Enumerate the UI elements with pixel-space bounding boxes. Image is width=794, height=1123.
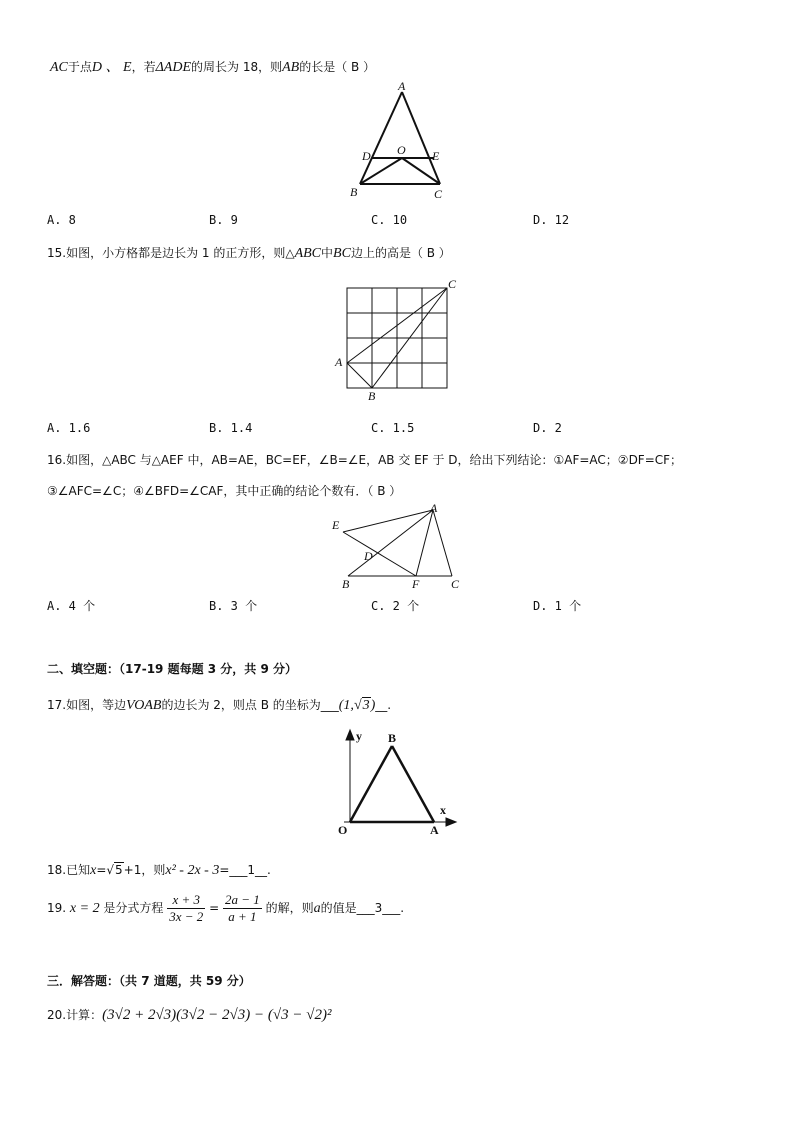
q19-fraction-left [167, 892, 205, 925]
q16-side-ac [433, 510, 452, 576]
q16-label-d: D [364, 549, 373, 563]
q14-label-d: D [362, 149, 371, 163]
q14-text [50, 56, 375, 76]
q16-label-b: B [342, 577, 350, 591]
q19-mid: 是分式方程 [103, 901, 164, 915]
q19-tail: 的值是___3___. [320, 901, 405, 915]
q16-label-f: F [412, 577, 420, 591]
q17-side-ob [350, 746, 392, 822]
q17-triangle: VOAB [126, 698, 162, 713]
q15-label-c: C [448, 277, 457, 291]
q19-fraction-right-den: a + 1 [228, 909, 257, 924]
section3-heading [47, 972, 251, 989]
q18-tail: =___1__. [219, 863, 271, 877]
q16-option-b: B. 3 个 [209, 599, 258, 613]
q17-figure [330, 726, 464, 838]
q16-side-af [416, 510, 433, 576]
q14-label-b: B [350, 185, 358, 199]
q17-side-ab [392, 746, 434, 822]
q15-option-b: B. 1.4 [209, 421, 253, 435]
q19-condition: x = 2 [69, 901, 100, 916]
q14-option-d: D. 12 [533, 213, 570, 227]
q20-text [47, 1006, 331, 1024]
q15-side-ab [347, 363, 372, 388]
q15-segment: BC [333, 246, 351, 261]
q17-label-o: O [338, 823, 348, 837]
q20-pre: 20.计算： [47, 1008, 103, 1022]
q16-label-c: C [451, 577, 460, 591]
q15-option-c: C. 1.5 [371, 421, 415, 435]
q14-option-a: A. 8 [47, 213, 76, 227]
q18-plus: +1，则 [123, 863, 166, 877]
q17-answer-radicand: 3 [362, 698, 370, 713]
q15-mid: 中 [321, 246, 334, 260]
q16-text-line2: ③∠AFC=∠C；④∠BFD=∠CAF，其中正确的结论个数有．（ B ） [47, 484, 402, 498]
q14-tail: 的长是（ B ） [299, 60, 376, 74]
q19-var: a [313, 901, 321, 916]
q16-figure [328, 502, 468, 592]
q17-text: 17.如图，等边VOAB的边长为 2，则点 B 的坐标为___(1,√3)__. [47, 698, 392, 713]
q15-pre: 15.如图，小方格都是边长为 1 的正方形，则△ [47, 246, 295, 260]
q19-pre: 19. [47, 901, 67, 915]
q15-label-a: A [335, 355, 343, 369]
q18-radicand: 5 [115, 863, 123, 877]
q18-pre: 18.已知 [47, 863, 91, 877]
q16-option-a: A. 4 个 [47, 599, 96, 613]
q19-fraction-left-den: 3x − 2 [169, 909, 204, 924]
q19-eq: = [209, 901, 220, 915]
section2-heading [47, 660, 297, 677]
q19-text [47, 892, 404, 925]
q14-figure [340, 80, 460, 202]
q14-label-a: A [398, 80, 406, 93]
q17-label-y: y [356, 729, 362, 743]
q18-var: x [90, 863, 97, 878]
q14-segment: AB [282, 60, 300, 75]
q16-label-e: E [332, 518, 340, 532]
q15-triangle: ABC [294, 246, 322, 261]
q14-triangle: ΔADE [155, 60, 192, 75]
q14-option-b: B. 9 [209, 213, 238, 227]
q17-label-x: x [440, 803, 446, 817]
q15-grid [347, 288, 447, 388]
q15-label-b: B [368, 389, 376, 403]
q20-expression: (3√2 + 2√3)(3√2 − 2√3) − (√3 − √2)² [102, 1007, 332, 1023]
q14-option-c: C. 10 [371, 213, 408, 227]
q14-points: D 、 E [91, 60, 132, 75]
q15-option-a: A. 1.6 [47, 421, 91, 435]
q14-label-e: E [432, 149, 440, 163]
q14-mid2: ，若 [131, 60, 156, 74]
q15-tail: 边上的高是（ B ） [350, 246, 451, 260]
section2-note: （17-19 题每题 3 分，共 9 分） [119, 662, 297, 676]
q18-eq: = [96, 863, 107, 877]
q16-side-ef [343, 532, 416, 576]
q15-option-d: D. 2 [533, 421, 562, 435]
q17-y-arrow [346, 730, 354, 740]
section3-title: 三．解答题： [47, 974, 120, 988]
q17-x-arrow [446, 818, 456, 826]
q17-label-a: A [430, 823, 439, 837]
q16-label-a: A [430, 502, 438, 515]
q16-text-line1: 16.如图，△ABC 与△AEF 中，AB=AE，BC=EF，∠B=∠E，AB 交 EF 于 D，给出下列结论：①AF=AC；②DF=CF； [47, 453, 683, 467]
q19-fraction-left-num: x + 3 [167, 892, 205, 909]
q18-expression: x² - 2x - 3 [165, 863, 220, 878]
q14-mid1: 于点 [67, 60, 92, 74]
q14-pre: AC [50, 60, 68, 75]
q19-fraction-right [223, 892, 262, 925]
q15-figure [332, 276, 460, 404]
q19-fraction-right-num: 2a − 1 [225, 892, 260, 907]
q17-answer-close: ) [370, 698, 376, 713]
q14-mid3: 的周长为 18，则 [191, 60, 283, 74]
section3-note: （共 7 道题，共 59 分） [119, 974, 251, 988]
q14-label-c: C [434, 187, 443, 201]
q17-tail: __. [375, 698, 392, 712]
section2-title: 二、填空题： [47, 662, 120, 676]
q17-label-b: B [388, 731, 397, 745]
q18-text: 18.已知x=√5+1，则x² - 2x - 3=___1__. [47, 863, 271, 878]
q17-pre: 17.如图，等边 [47, 698, 127, 712]
q16-option-d: D. 1 个 [533, 599, 582, 613]
q19-mid2: 的解，则 [265, 901, 314, 915]
q14-label-o: O [397, 143, 406, 157]
q17-answer-open: (1, [338, 698, 354, 713]
q15-text [47, 244, 451, 262]
q16-option-c: C. 2 个 [371, 599, 420, 613]
q17-mid: 的边长为 2，则点 B 的坐标为___ [161, 698, 339, 712]
